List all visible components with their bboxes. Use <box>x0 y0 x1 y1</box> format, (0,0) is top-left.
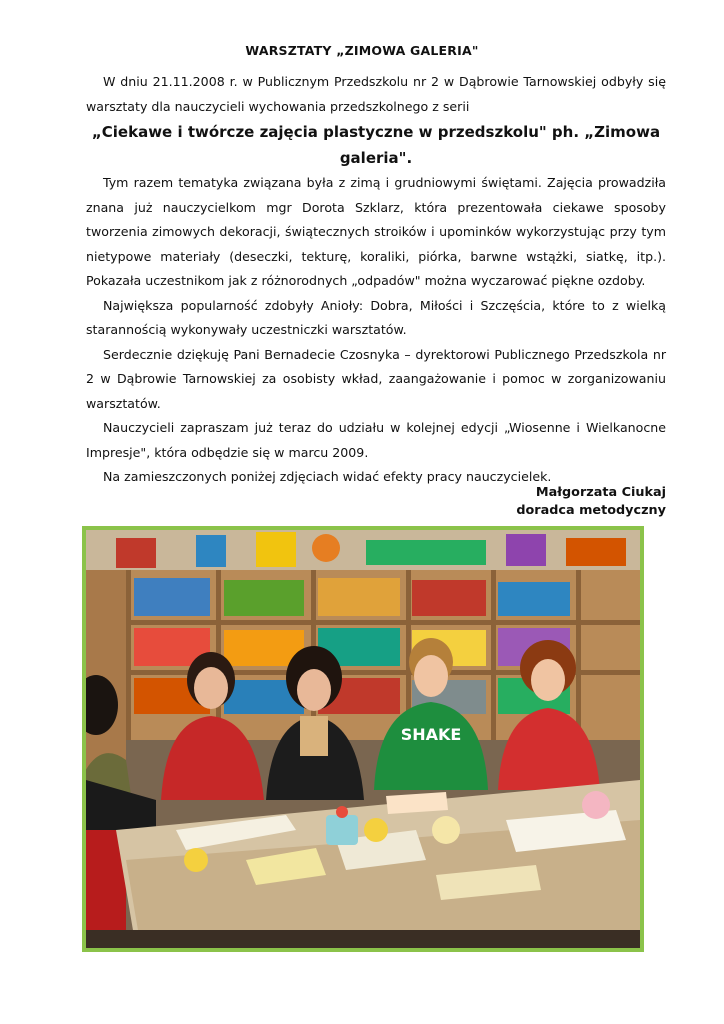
document-title: WARSZTATY „ZIMOWA GALERIA" <box>245 43 479 58</box>
signature <box>516 484 666 520</box>
paragraph-thanks: Serdecznie dziękuję Pani Bernadecie Czosnyka – dyrektorowi Publicznego Przedszkola nr 2 w Dąbrowie Tarnowskiej za osobisty wkład, zaangażowanie i pomoc w zorganizowaniu warsztatów. <box>86 346 666 411</box>
series-title: „Ciekawe i twórcze zajęcia plastyczne w przedszkolu" ph. „Zimowa galeria". <box>91 123 661 167</box>
shirt-text: SHAKE <box>400 725 462 744</box>
signature-role: doradca metodyczny <box>516 503 666 518</box>
signature-name: Małgorzata Ciukaj <box>535 485 666 500</box>
paragraph-photos-note: Na zamieszczonych poniżej zdjęciach widać efekty pracy nauczycielek. <box>103 469 552 484</box>
workshop-photo <box>82 526 644 952</box>
paragraph-intro: W dniu 21.11.2008 r. w Publicznym Przedszkolu nr 2 w Dąbrowie Tarnowskiej odbyły się warsztaty dla nauczycieli wychowania przedszkolnego z serii <box>86 74 666 114</box>
document-body <box>86 70 666 490</box>
paragraph-invitation: Nauczycieli zapraszam już teraz do udziału w kolejnej edycji „Wiosenne i Wielkanocne Impresje", która odbędzie się w marcu 2009. <box>86 420 666 460</box>
workshop-photo-illustration <box>86 530 640 948</box>
paragraph-angels: Największa popularność zdobyły Anioły: Dobra, Miłości i Szczęścia, które to z wielką starannością wykonywały uczestniczki warsztatów. <box>86 297 666 337</box>
paragraph-topic: Tym razem tematyka związana była z zimą i grudniowymi świętami. Zajęcia prowadziła znana już nauczycielkom mgr Dorota Szklarz, która prezentowała ciekawe sposoby tworzenia zimowych dekoracji, świątecznych stroików i upominków wykorzystując przy tym nietypowe materiały (deseczki, tekturę, koraliki, piórka, barwne wstążki, siatkę, itp.). Pokazała uczestnikom jak z różnorodnych „odpadów" można wyczarować piękne ozdoby. <box>86 175 666 288</box>
